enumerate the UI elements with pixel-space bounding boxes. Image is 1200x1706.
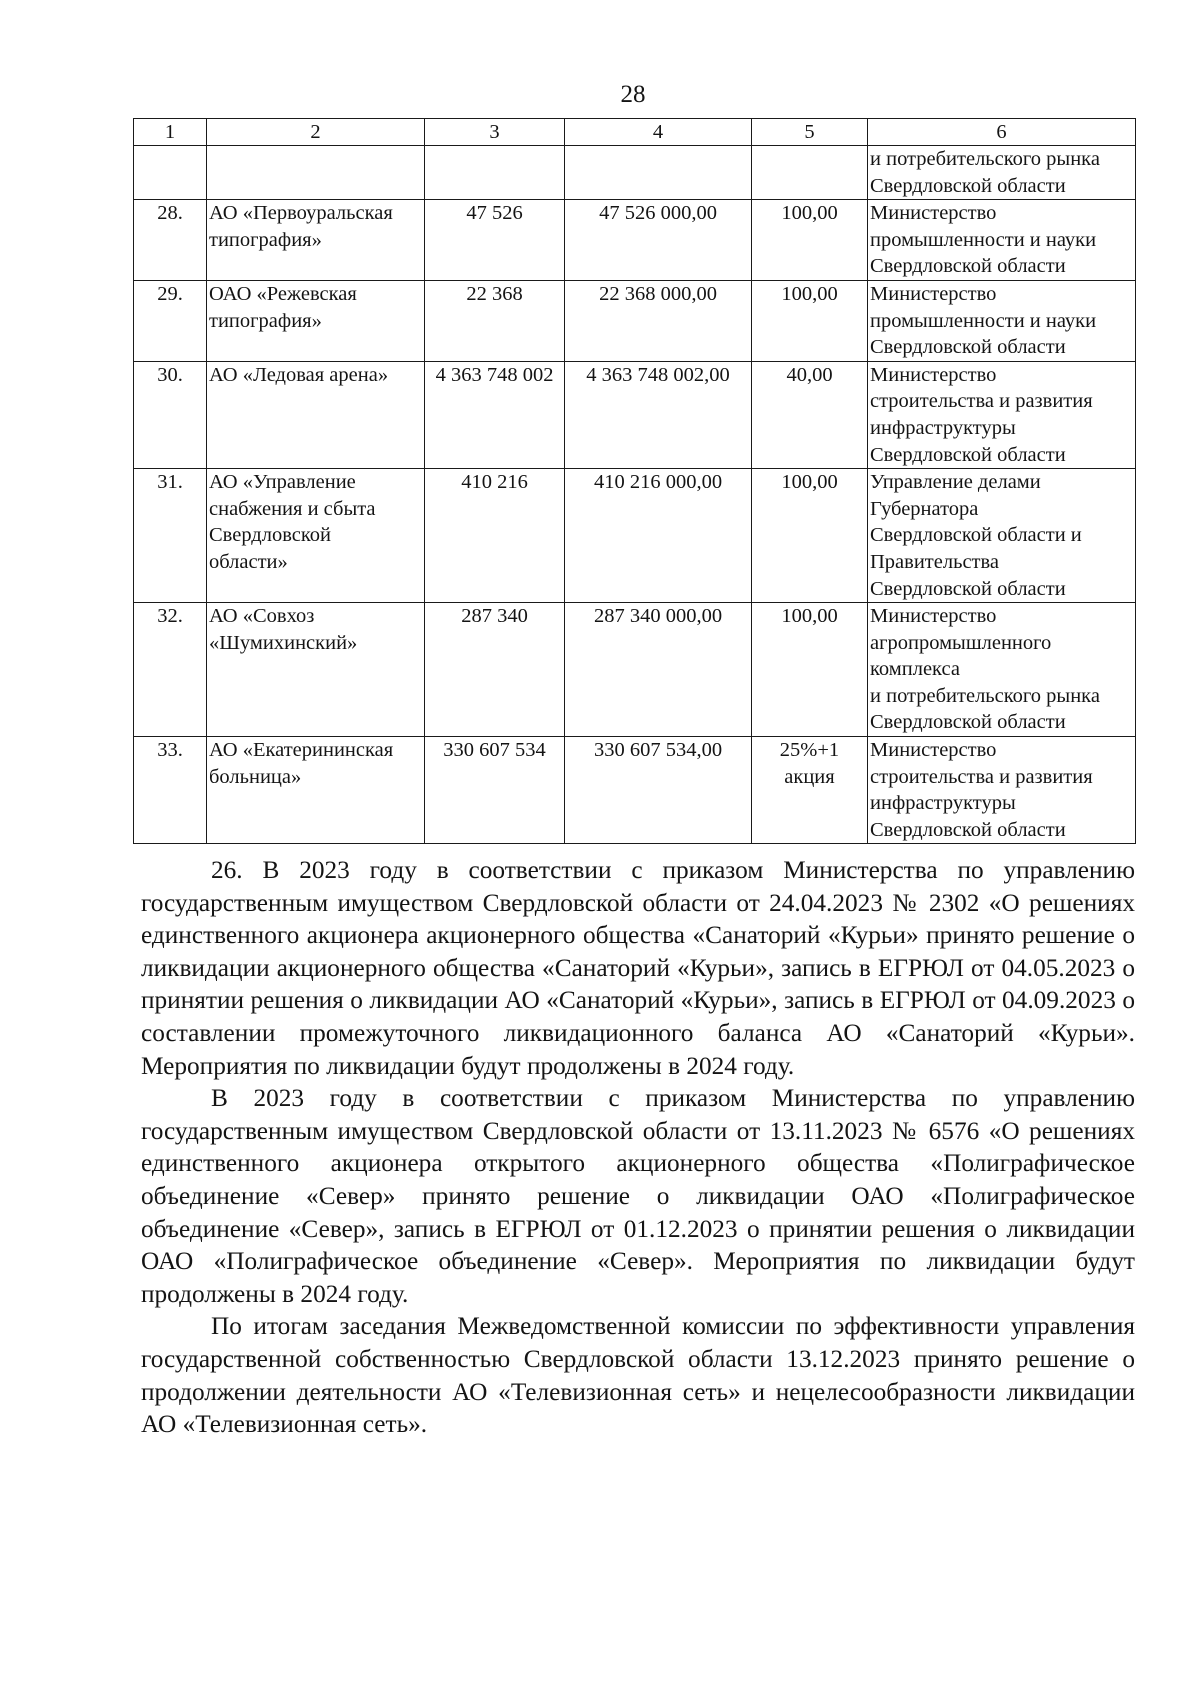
paragraph-liquidation-kurya: 26. В 2023 году в соответствии с приказом Министерства по управлению государственным имуществом Свердловской области от 24.04.2023 № 2302 «О решениях единственного акционера акционерного общества «Санаторий «Курьи» принято решение о ликвидации акционерного общества «Санаторий «Курьи», запись в ЕГРЮЛ от 04.05.2023 о принятии решения о ликвидации АО «Санаторий «Курьи», запись в ЕГРЮЛ от 04.09.2023 о составлении промежуточного ликвидационного баланса АО «Санаторий «Курьи». Мероприятия по ликвидации будут продолжены в 2024 году. — [141, 856, 1135, 1080]
responsible-authority-line: Свердловской области — [870, 336, 1066, 359]
table-header-row — [134, 119, 1136, 146]
responsible-authority-line: Министерство — [870, 282, 997, 305]
responsible-authority-line: Министерство — [870, 739, 997, 762]
row-number-cell: 28. — [134, 200, 207, 281]
responsible-authority-cell — [868, 146, 1136, 200]
responsible-authority-line: Правительства — [870, 550, 1000, 573]
row-number-cell: 32. — [134, 603, 207, 737]
company-name-line: типография» — [209, 228, 322, 251]
responsible-authority-line: Министерство — [870, 363, 997, 386]
header-cell-3: 3 — [425, 119, 565, 146]
responsible-authority-line: и потребительского рынка — [870, 148, 1100, 170]
share-count-cell: 330 607 534 — [425, 737, 565, 844]
row-number-cell: 29. — [134, 280, 207, 361]
responsible-authority-cell — [868, 469, 1136, 603]
responsible-authority-cell — [868, 737, 1136, 844]
company-name-line: АО «Первоуральская — [209, 202, 393, 225]
share-percent-cell — [752, 469, 868, 603]
share-percent-cell — [752, 361, 868, 468]
table-row — [134, 146, 1136, 200]
company-name-cell — [207, 469, 425, 603]
company-name-line: Свердловской — [209, 524, 332, 547]
share-count-cell: 410 216 — [425, 469, 565, 603]
share-percent-line: 100,00 — [781, 605, 838, 628]
company-name-line: «Шумихинский» — [209, 631, 358, 654]
responsible-authority-cell — [868, 280, 1136, 361]
responsible-authority-line: Свердловской области — [870, 443, 1066, 466]
nominal-value-cell — [565, 146, 752, 200]
responsible-authority-line: инфраструктуры — [870, 416, 1016, 439]
company-name-cell — [207, 200, 425, 281]
nominal-value-cell: 4 363 748 002,00 — [565, 361, 752, 468]
responsible-authority-line: Управление делами — [870, 471, 1041, 494]
share-percent-cell — [752, 280, 868, 361]
company-name-cell — [207, 737, 425, 844]
row-number-cell: 31. — [134, 469, 207, 603]
table-row — [134, 469, 1136, 603]
responsible-authority-line: промышленности и науки — [870, 309, 1097, 332]
responsible-authority-cell — [868, 361, 1136, 468]
nominal-value-cell: 410 216 000,00 — [565, 469, 752, 603]
responsible-authority-line: Свердловской области — [870, 818, 1066, 841]
share-percent-line: 25%+1 — [779, 739, 840, 762]
responsible-authority-line: Губернатора — [870, 497, 979, 520]
row-number-cell — [134, 146, 207, 200]
nominal-value-cell: 287 340 000,00 — [565, 603, 752, 737]
paragraph-liquidation-sever: В 2023 году в соответствии с приказом Министерства по управлению государственным имуществом Свердловской области от 13.11.2023 № 6576 «О решениях единственного акционера открытого акционерного общества «Полиграфическое объединение «Север» принято решение о ликвидации ОАО «Полиграфическое объединение «Север», запись в ЕГРЮЛ от 01.12.2023 о принятии решения о ликвидации ОАО «Полиграфическое объединение «Север». Мероприятия по ликвидации будут продолжены в 2024 году. — [141, 1084, 1135, 1308]
company-name-line: АО «Управление — [209, 471, 356, 494]
row-number-cell: 30. — [134, 361, 207, 468]
table-row — [134, 200, 1136, 281]
share-percent-cell — [752, 200, 868, 281]
responsible-authority-line: Свердловской области — [870, 711, 1066, 734]
responsible-authority-line: инфраструктуры — [870, 792, 1016, 815]
company-name-line: ОАО «Режевская — [209, 282, 357, 305]
responsible-authority-line: и потребительского рынка — [870, 684, 1100, 707]
company-name-line: снабжения и сбыта — [209, 497, 376, 520]
shares-table — [133, 118, 1136, 844]
share-count-cell — [425, 146, 565, 200]
table-body — [134, 119, 1136, 844]
share-percent-line: 40,00 — [786, 363, 833, 386]
company-name-line: области» — [209, 550, 288, 573]
header-cell-1: 1 — [134, 119, 207, 146]
company-name-line: типография» — [209, 309, 322, 332]
share-percent-cell — [752, 737, 868, 844]
share-percent-cell — [752, 146, 868, 200]
company-name-line: АО «Совхоз — [209, 605, 315, 628]
header-cell-4: 4 — [565, 119, 752, 146]
share-percent-line: 100,00 — [781, 202, 838, 225]
table-row — [134, 280, 1136, 361]
responsible-authority-line: Свердловской области — [870, 577, 1066, 600]
table-row — [134, 603, 1136, 737]
paragraph-commission-decision: По итогам заседания Межведомственной комиссии по эффективности управления государственной собственностью Свердловской области 13.12.2023 принято решение о продолжении деятельности АО «Телевизионная сеть» и нецелесообразности ликвидации АО «Телевизионная сеть». — [141, 1312, 1135, 1439]
body-text — [141, 854, 1135, 1441]
responsible-authority-line: Свердловской области и — [870, 524, 1082, 547]
responsible-authority-line: Министерство — [870, 605, 997, 628]
company-name-cell — [207, 280, 425, 361]
responsible-authority-cell — [868, 200, 1136, 281]
responsible-authority-line: агропромышленного — [870, 631, 1052, 654]
header-cell-2: 2 — [207, 119, 425, 146]
company-name-line: АО «Екатерининская — [209, 739, 394, 762]
nominal-value-cell: 47 526 000,00 — [565, 200, 752, 281]
table-row — [134, 361, 1136, 468]
header-cell-6: 6 — [868, 119, 1136, 146]
company-name-cell — [207, 603, 425, 737]
responsible-authority-line: комплекса — [870, 658, 960, 681]
share-count-cell: 287 340 — [425, 603, 565, 737]
responsible-authority-line: промышленности и науки — [870, 228, 1097, 251]
company-name-line: АО «Ледовая арена» — [209, 363, 389, 386]
company-name-cell — [207, 146, 425, 200]
responsible-authority-line: Министерство — [870, 202, 997, 225]
responsible-authority-line: Свердловской области — [870, 255, 1066, 278]
nominal-value-cell: 22 368 000,00 — [565, 280, 752, 361]
share-percent-cell — [752, 603, 868, 737]
responsible-authority-line: строительства и развития — [870, 390, 1093, 413]
share-count-cell: 47 526 — [425, 200, 565, 281]
page-number: 28 — [620, 81, 646, 108]
company-name-line: больница» — [209, 765, 302, 788]
share-percent-line: акция — [784, 765, 835, 788]
share-percent-line: 100,00 — [781, 471, 838, 494]
nominal-value-cell: 330 607 534,00 — [565, 737, 752, 844]
header-cell-5: 5 — [752, 119, 868, 146]
share-percent-line: 100,00 — [781, 282, 838, 305]
table-row — [134, 737, 1136, 844]
company-name-cell — [207, 361, 425, 468]
responsible-authority-cell — [868, 603, 1136, 737]
responsible-authority-line: строительства и развития — [870, 765, 1093, 788]
row-number-cell: 33. — [134, 737, 207, 844]
share-count-cell: 4 363 748 002 — [425, 361, 565, 468]
share-count-cell: 22 368 — [425, 280, 565, 361]
responsible-authority-line: Свердловской области — [870, 174, 1066, 197]
